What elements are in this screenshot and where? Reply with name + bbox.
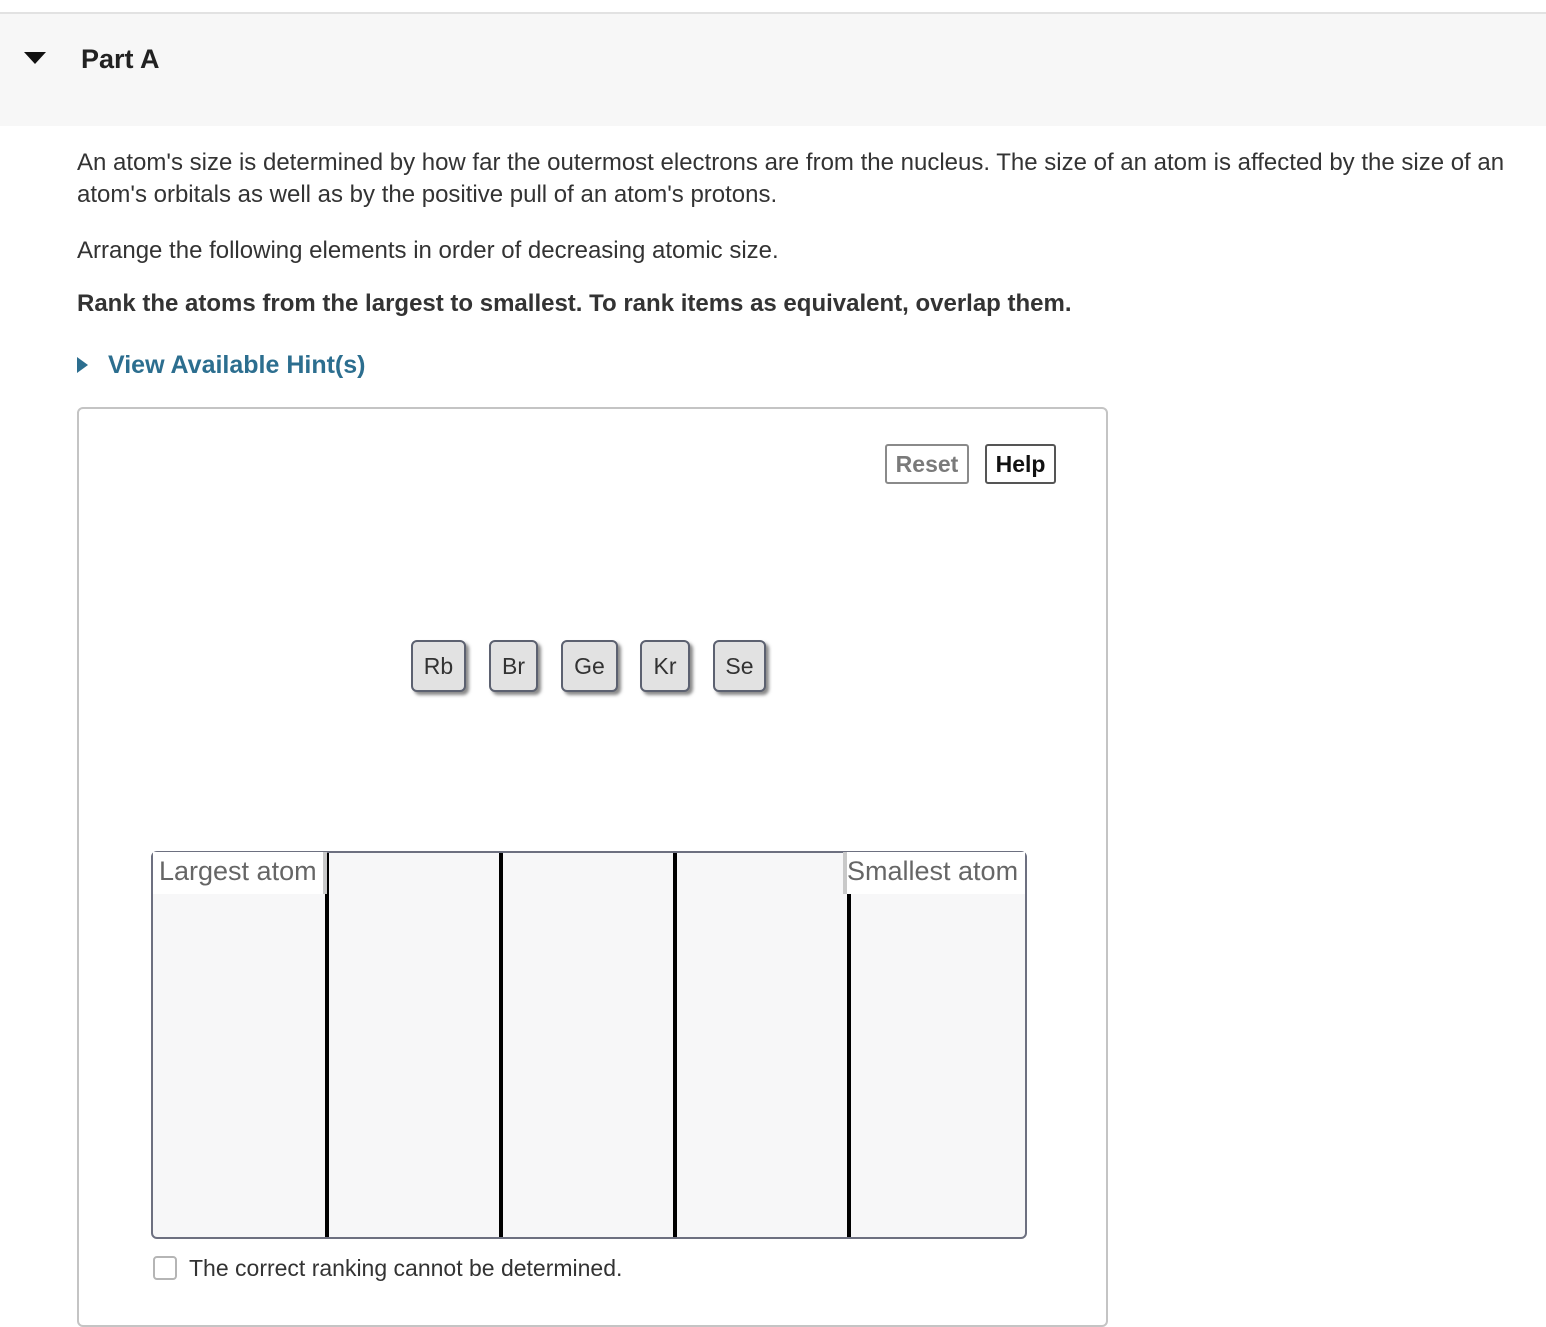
part-header bbox=[0, 14, 1546, 126]
element-tile-ge[interactable]: Ge bbox=[561, 640, 618, 692]
cannot-determine-label: The correct ranking cannot be determined. bbox=[189, 1254, 623, 1281]
element-tile-kr[interactable]: Kr bbox=[640, 640, 690, 692]
question-intro: An atom's size is determined by how far the outermost electrons are from the nucleus. The size of an atom is affected by the size of an atom's orbitals as well as by the positive pull of an atom's protons. bbox=[77, 149, 1505, 208]
question-instruction: Arrange the following elements in order of decreasing atomic size. bbox=[77, 237, 779, 264]
element-tile-br[interactable]: Br bbox=[489, 640, 538, 692]
view-hints-label: View Available Hint(s) bbox=[108, 350, 366, 379]
cannot-determine-checkbox[interactable] bbox=[153, 1256, 177, 1280]
slot-divider bbox=[325, 853, 329, 1237]
help-button[interactable]: Help bbox=[985, 444, 1056, 484]
smallest-atom-label: Smallest atom bbox=[843, 852, 1025, 894]
part-title: Part A bbox=[81, 44, 160, 74]
cannot-determine-option[interactable] bbox=[153, 1252, 622, 1284]
slot-divider bbox=[673, 853, 677, 1237]
slot-divider bbox=[847, 853, 851, 1237]
rank-instruction: Rank the atoms from the largest to smallest. To rank items as equivalent, overlap them. bbox=[77, 290, 1072, 317]
slot-divider bbox=[499, 853, 503, 1237]
largest-atom-label: Largest atom bbox=[153, 852, 327, 894]
ranking-drop-area[interactable] bbox=[151, 851, 1027, 1239]
caret-right-icon bbox=[77, 357, 88, 373]
reset-button[interactable]: Reset bbox=[885, 444, 969, 484]
element-tile-rb[interactable]: Rb bbox=[411, 640, 466, 692]
view-hints-link[interactable] bbox=[77, 348, 365, 382]
caret-down-icon[interactable] bbox=[24, 52, 46, 64]
element-tile-se[interactable]: Se bbox=[713, 640, 766, 692]
